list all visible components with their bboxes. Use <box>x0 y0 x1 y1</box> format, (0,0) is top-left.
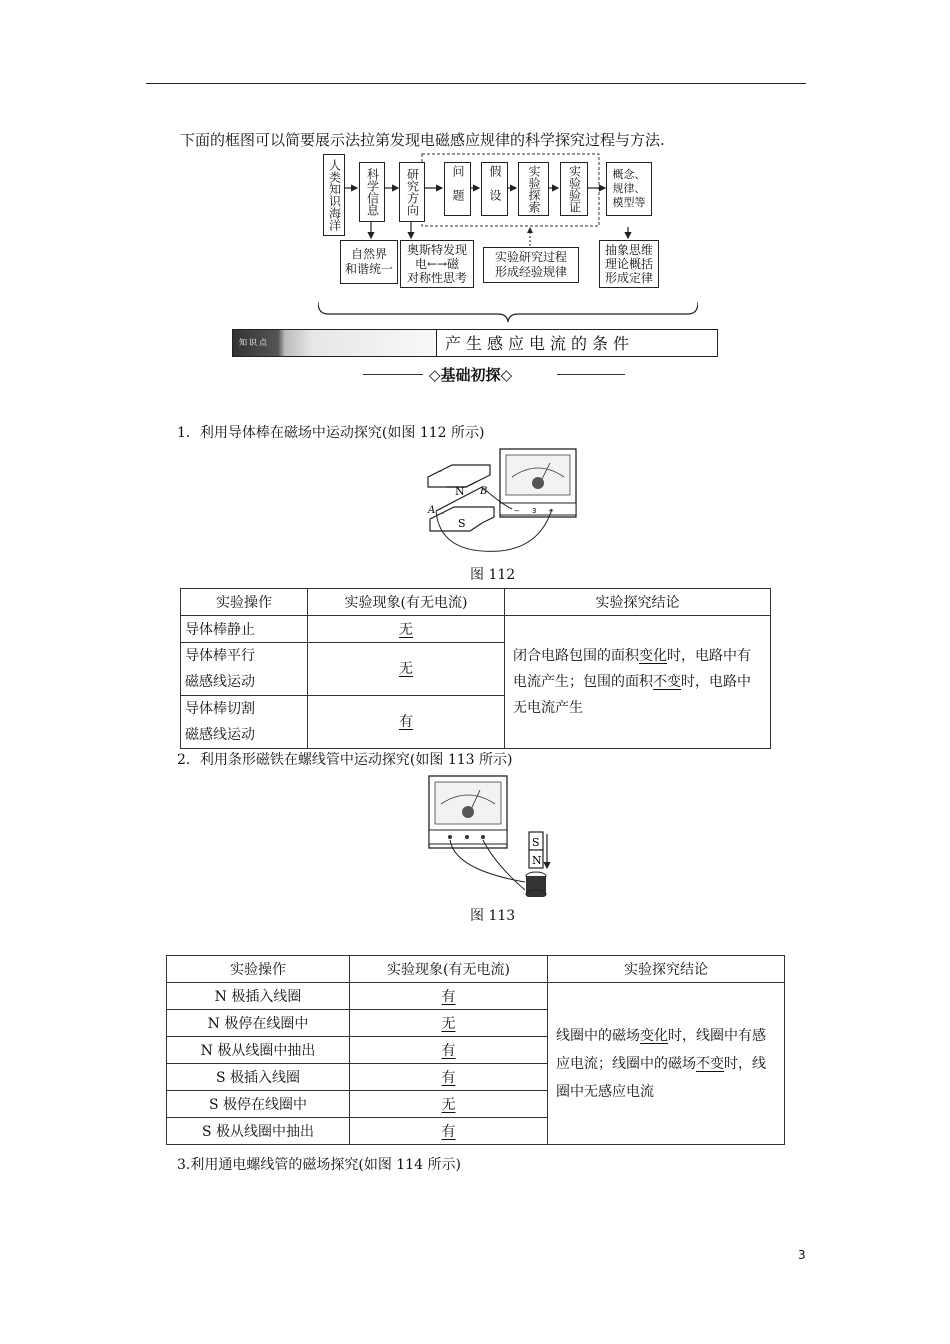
q1-result-1: 无 <box>399 622 413 638</box>
q1-conclusion <box>505 616 771 749</box>
intro-paragraph: 下面的框图可以简要展示法拉第发现电磁感应规律的科学探究过程与方法. <box>180 131 665 149</box>
fig113-label-n: N <box>532 854 542 867</box>
q2-conclusion-text-3: 时，线圈中无感应电流 <box>556 1055 766 1100</box>
q1-result-2: 无 <box>399 661 413 677</box>
q1-conclusion-key-2: 不变 <box>653 674 681 690</box>
galvanometer <box>500 449 576 517</box>
box-abstract-thinking <box>599 240 659 288</box>
q2-result-2: 无 <box>441 1016 456 1032</box>
nature-line-2: 和谐统一 <box>344 262 393 276</box>
q1-title: 1．利用导体棒在磁场中运动探究(如图 112 所示) <box>177 425 485 441</box>
box-scientific-info: 科学信息 <box>359 162 385 222</box>
box-hypothesis: 假设 <box>481 162 508 216</box>
fig112-terminal-3: 3 <box>532 507 537 515</box>
q1-op-3 <box>181 696 308 749</box>
box-experiment-research <box>483 247 579 283</box>
page-number: 3 <box>798 1248 806 1262</box>
oersted-line-1: 奥斯特发现 <box>406 243 467 257</box>
q2-result-4: 有 <box>441 1070 456 1086</box>
fig112-label-a: A <box>428 505 436 516</box>
fig112-label-n: N <box>455 485 465 498</box>
q1-conclusion-text-3: 时，电路中无电流产生 <box>513 674 751 716</box>
flowchart <box>318 150 698 326</box>
box-concepts <box>606 162 652 216</box>
experiment-line-1: 实验研究过程 <box>494 250 567 264</box>
q1-op-2-line-1: 导体棒平行 <box>185 648 255 664</box>
q1-op-2-line-2: 磁感线运动 <box>185 674 255 690</box>
q2-header-op: 实验操作 <box>167 956 350 983</box>
q2-result-6: 有 <box>441 1124 456 1140</box>
banner-graphic <box>233 330 437 356</box>
fig113-label-s: S <box>532 836 540 849</box>
q2-title: 2．利用条形磁铁在螺线管中运动探究(如图 113 所示) <box>177 752 513 768</box>
table-row <box>181 616 771 643</box>
galvanometer <box>429 776 507 848</box>
q1-op-3-line-1: 导体棒切割 <box>185 701 255 717</box>
q1-conclusion-text-1: 闭合电路包围的面积 <box>513 648 639 664</box>
abstract-line-2: 理论概括 <box>604 257 653 271</box>
section-title: 产生感应电流的条件 <box>445 334 635 353</box>
fig112-terminal-minus: − <box>514 507 520 515</box>
solenoid-coil <box>526 872 546 897</box>
figure-112 <box>420 443 580 558</box>
figure-113-caption: 图 113 <box>470 908 516 924</box>
table-row <box>167 983 785 1010</box>
q1-op-2 <box>181 643 308 696</box>
q1-header-conclusion: 实验探究结论 <box>505 589 771 616</box>
q2-op-5: S 极停在线圈中 <box>167 1091 350 1118</box>
box-experiment-verify: 实验验证 <box>560 162 588 216</box>
q2-op-6: S 极从线圈中抽出 <box>167 1118 350 1145</box>
q2-result-1: 有 <box>441 989 456 1005</box>
q2-op-4: S 极插入线圈 <box>167 1064 350 1091</box>
box-knowledge-ocean: 人类知识海洋 <box>323 154 345 236</box>
box-concepts-label: 概念、规律、模型等 <box>612 168 646 209</box>
banner-tag: 知识点 <box>239 338 269 347</box>
q2-conclusion-key-2: 不变 <box>696 1055 724 1072</box>
abstract-line-3: 形成定律 <box>604 271 653 285</box>
q2-table <box>166 955 785 1145</box>
q2-conclusion-key-1: 变化 <box>640 1027 668 1044</box>
subheader-rule-left <box>363 374 423 375</box>
box-research-direction: 研究方向 <box>399 162 425 222</box>
q2-result-3: 有 <box>441 1043 456 1059</box>
q3-title: 3.利用通电螺线管的磁场探究(如图 114 所示) <box>177 1157 461 1173</box>
section-banner <box>232 329 718 357</box>
q1-header-result: 实验现象(有无电流) <box>308 589 505 616</box>
q2-op-2: N 极停在线圈中 <box>167 1010 350 1037</box>
q1-conclusion-key-1: 变化 <box>639 648 667 664</box>
q1-op-3-line-2: 磁感线运动 <box>185 727 255 743</box>
q2-op-1: N 极插入线圈 <box>167 983 350 1010</box>
box-nature-harmony <box>340 240 398 284</box>
fig112-label-s: S <box>458 517 466 530</box>
subheader-label: 基础初探 <box>440 366 501 384</box>
q2-result-5: 无 <box>441 1097 456 1113</box>
box-problem: 问题 <box>444 162 471 216</box>
oersted-line-3: 对称性思考 <box>406 271 467 285</box>
header-rule <box>146 83 806 84</box>
figure-113 <box>425 772 555 897</box>
figure-112-caption: 图 112 <box>470 567 516 583</box>
q1-result-3: 有 <box>399 714 413 730</box>
subheader-text: ◇基础初探◇ <box>429 366 513 384</box>
fig112-label-b: B <box>480 486 488 497</box>
q2-conclusion-text-1: 线圈中的磁场 <box>556 1027 640 1044</box>
q2-header-result: 实验现象(有无电流) <box>350 956 548 983</box>
abstract-line-1: 抽象思维 <box>604 243 653 257</box>
box-oersted <box>400 240 474 288</box>
oersted-line-2: 电←→磁 <box>414 257 460 271</box>
experiment-line-2: 形成经验规律 <box>494 265 567 279</box>
q1-op-1: 导体棒静止 <box>181 616 308 643</box>
box-experiment-explore: 实验探索 <box>518 162 549 216</box>
q1-table <box>180 588 771 749</box>
q2-conclusion-text-2: 时，线圈中有感应电流；线圈中的磁场 <box>556 1027 766 1072</box>
subheader-rule-right <box>557 374 625 375</box>
q2-conclusion <box>548 983 785 1145</box>
q2-op-3: N 极从线圈中抽出 <box>167 1037 350 1064</box>
q2-header-conclusion: 实验探究结论 <box>548 956 785 983</box>
nature-line-1: 自然界 <box>350 247 387 261</box>
q1-header-op: 实验操作 <box>181 589 308 616</box>
q1-conclusion-text-2: 时，电路中有电流产生；包围的面积 <box>513 648 751 690</box>
subheader <box>357 364 627 386</box>
fig112-terminal-plus: + <box>548 507 554 515</box>
